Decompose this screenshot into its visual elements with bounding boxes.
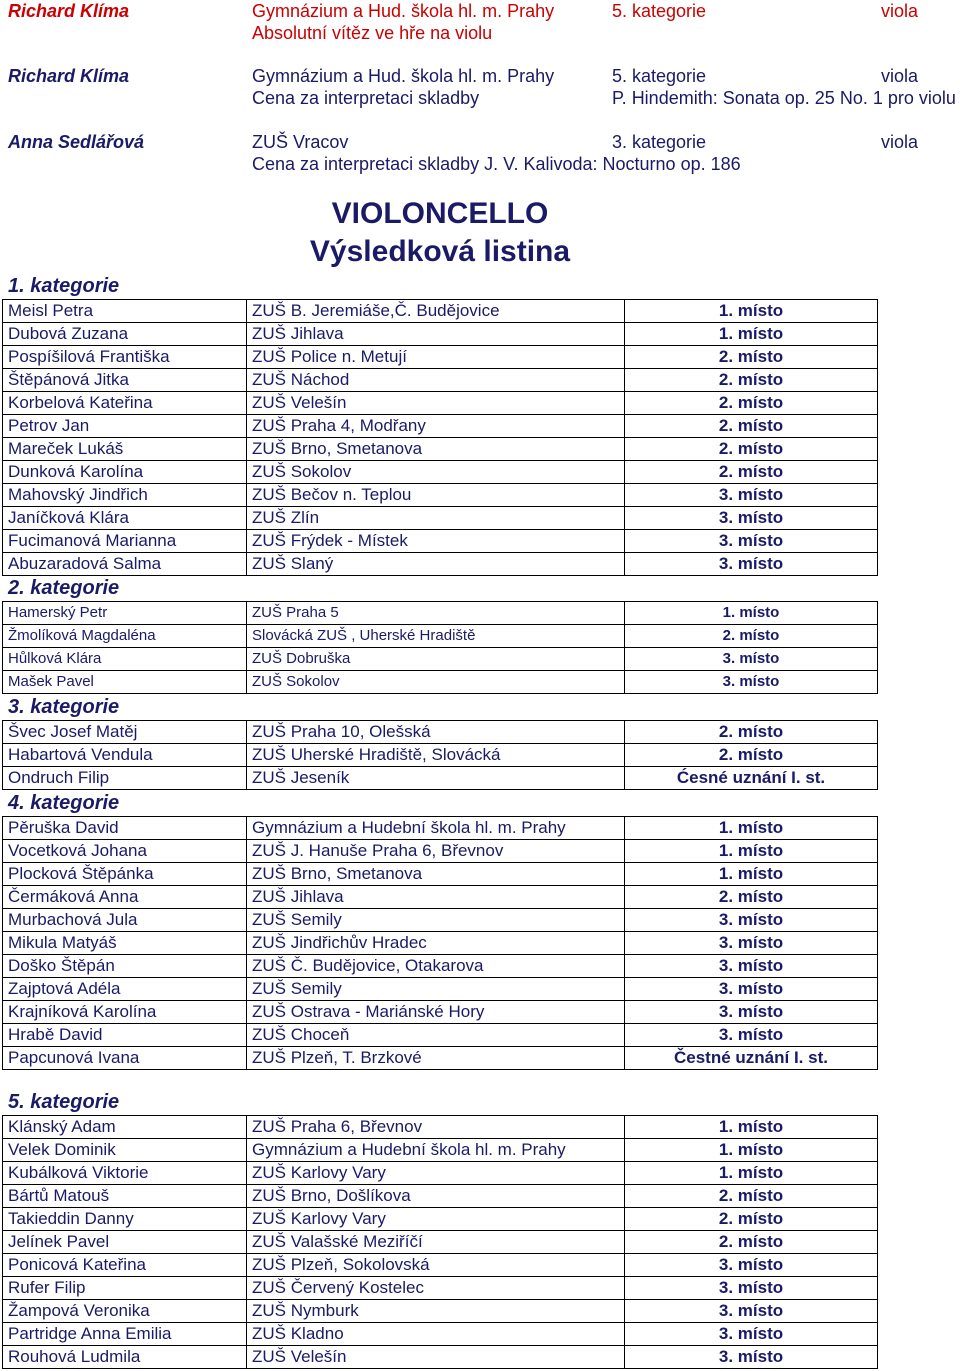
school-name: ZUŠ Brno, Došlíkova xyxy=(247,1185,625,1208)
placement: 3. místo xyxy=(625,1300,878,1323)
school-name: ZUŠ Bečov n. Teplou xyxy=(247,484,625,507)
school-name: ZUŠ Sokolov xyxy=(247,671,625,694)
award-note: Cena za interpretaci skladby xyxy=(252,88,480,108)
school-name: ZUŠ Č. Budějovice, Otakarova xyxy=(247,955,625,978)
student-name: Petrov Jan xyxy=(3,415,247,438)
placement: 3. místo xyxy=(625,484,878,507)
table-row xyxy=(3,648,878,671)
school-name: ZUŠ Velešín xyxy=(247,1346,625,1369)
table-row xyxy=(3,671,878,694)
student-name: Mareček Lukáš xyxy=(3,438,247,461)
student-name: Hamerský Petr xyxy=(3,602,247,625)
school-name: ZUŠ Velešín xyxy=(247,392,625,415)
student-name: Papcunová Ivana xyxy=(3,1047,247,1070)
table-row xyxy=(3,392,878,415)
school-name: Gymnázium a Hudební škola hl. m. Prahy xyxy=(247,817,625,840)
student-name: Štěpánová Jitka xyxy=(3,369,247,392)
placement: 1. místo xyxy=(625,840,878,863)
school-name: ZUŠ Brno, Smetanova xyxy=(247,438,625,461)
category-heading: 3. kategorie xyxy=(8,696,120,718)
school-name: ZUŠ B. Jeremiáše,Č. Budějovice xyxy=(247,300,625,323)
school-name: ZUŠ Valašské Meziříčí xyxy=(247,1231,625,1254)
school-name: ZUŠ Náchod xyxy=(247,369,625,392)
placement: 3. místo xyxy=(625,932,878,955)
school-name: ZUŠ Sokolov xyxy=(247,461,625,484)
school-name: ZUŠ Brno, Smetanova xyxy=(247,863,625,886)
student-name: Pěruška David xyxy=(3,817,247,840)
award-instrument: viola xyxy=(881,1,919,21)
table-row xyxy=(3,1162,878,1185)
student-name: Švec Josef Matěj xyxy=(3,721,247,744)
school-name: ZUŠ Praha 10, Olešská xyxy=(247,721,625,744)
student-name: Habartová Vendula xyxy=(3,744,247,767)
student-name: Mikula Matyáš xyxy=(3,932,247,955)
table-row xyxy=(3,978,878,1001)
school-name: ZUŠ Praha 6, Břevnov xyxy=(247,1116,625,1139)
school-name: Gymnázium a Hudební škola hl. m. Prahy xyxy=(247,1139,625,1162)
table-row xyxy=(3,932,878,955)
school-name: ZUŠ Frýdek - Místek xyxy=(247,530,625,553)
award-note: Cena za interpretaci skladby J. V. Kalivoda: Nocturno op. 186 xyxy=(252,154,741,174)
placement: 2. místo xyxy=(625,625,878,648)
student-name: Korbelová Kateřina xyxy=(3,392,247,415)
placement: 1. místo xyxy=(625,1116,878,1139)
placement: 2. místo xyxy=(625,369,878,392)
student-name: Jelínek Pavel xyxy=(3,1231,247,1254)
student-name: Janíčková Klára xyxy=(3,507,247,530)
student-name: Kubálková Viktorie xyxy=(3,1162,247,1185)
table-row xyxy=(3,863,878,886)
school-name: ZUŠ Jihlava xyxy=(247,886,625,909)
table-row xyxy=(3,840,878,863)
placement: 2. místo xyxy=(625,415,878,438)
school-name: ZUŠ Police n. Metují xyxy=(247,346,625,369)
school-name: ZUŠ Plzeň, T. Brzkové xyxy=(247,1047,625,1070)
placement: 1. místo xyxy=(625,602,878,625)
table-row xyxy=(3,1254,878,1277)
table-row xyxy=(3,530,878,553)
placement: 1. místo xyxy=(625,1162,878,1185)
placement: 3. místo xyxy=(625,1254,878,1277)
student-name: Zajptová Adéla xyxy=(3,978,247,1001)
table-row xyxy=(3,484,878,507)
award-name: Richard Klíma xyxy=(8,66,130,86)
placement: 2. místo xyxy=(625,438,878,461)
placement: 1. místo xyxy=(625,817,878,840)
award-category: 3. kategorie xyxy=(612,132,707,152)
placement: 3. místo xyxy=(625,530,878,553)
award-school: ZUŠ Vracov xyxy=(252,132,349,152)
table-row xyxy=(3,1300,878,1323)
placement: 1. místo xyxy=(625,1139,878,1162)
table-row xyxy=(3,1024,878,1047)
table-row xyxy=(3,1346,878,1369)
placement: Ćesné uznání I. st. xyxy=(625,767,878,790)
table-row xyxy=(3,817,878,840)
student-name: Meisl Petra xyxy=(3,300,247,323)
student-name: Žmolíková Magdaléna xyxy=(3,625,247,648)
school-name: ZUŠ Nymburk xyxy=(247,1300,625,1323)
placement: 2. místo xyxy=(625,346,878,369)
student-name: Abuzaradová Salma xyxy=(3,553,247,576)
award-instrument: viola xyxy=(881,132,919,152)
table-row xyxy=(3,346,878,369)
category-heading: 1. kategorie xyxy=(8,275,120,297)
placement: 2. místo xyxy=(625,461,878,484)
placement: 2. místo xyxy=(625,1185,878,1208)
school-name: ZUŠ Choceň xyxy=(247,1024,625,1047)
school-name: ZUŠ Zlín xyxy=(247,507,625,530)
table-row xyxy=(3,323,878,346)
school-name: ZUŠ Kladno xyxy=(247,1323,625,1346)
school-name: ZUŠ Praha 5 xyxy=(247,602,625,625)
school-name: ZUŠ J. Hanuše Praha 6, Břevnov xyxy=(247,840,625,863)
placement: 3. místo xyxy=(625,1346,878,1369)
placement: 3. místo xyxy=(625,1323,878,1346)
table-row xyxy=(3,1047,878,1070)
placement: 2. místo xyxy=(625,1208,878,1231)
school-name: ZUŠ Dobruška xyxy=(247,648,625,671)
table-row xyxy=(3,1001,878,1024)
placement: 1. místo xyxy=(625,323,878,346)
student-name: Žampová Veronika xyxy=(3,1300,247,1323)
results-table xyxy=(2,601,878,694)
table-row xyxy=(3,461,878,484)
student-name: Dunková Karolína xyxy=(3,461,247,484)
student-name: Klánský Adam xyxy=(3,1116,247,1139)
school-name: ZUŠ Praha 4, Modřany xyxy=(247,415,625,438)
placement: 3. místo xyxy=(625,553,878,576)
category-heading: 5. kategorie xyxy=(8,1091,120,1113)
student-name: Vocetková Johana xyxy=(3,840,247,863)
placement: 2. místo xyxy=(625,721,878,744)
table-row xyxy=(3,438,878,461)
student-name: Ponicová Kateřina xyxy=(3,1254,247,1277)
student-name: Hrabě David xyxy=(3,1024,247,1047)
table-row xyxy=(3,553,878,576)
table-row xyxy=(3,507,878,530)
school-name: ZUŠ Karlovy Vary xyxy=(247,1162,625,1185)
school-name: ZUŠ Karlovy Vary xyxy=(247,1208,625,1231)
school-name: ZUŠ Semily xyxy=(247,978,625,1001)
award-name: Anna Sedlářová xyxy=(8,132,145,152)
table-row xyxy=(3,909,878,932)
category-heading: 2. kategorie xyxy=(8,577,120,599)
student-name: Velek Dominik xyxy=(3,1139,247,1162)
table-row xyxy=(3,1185,878,1208)
student-name: Partridge Anna Emilia xyxy=(3,1323,247,1346)
student-name: Krajníková Karolína xyxy=(3,1001,247,1024)
award-category: 5. kategorie xyxy=(612,1,707,21)
placement: 2. místo xyxy=(625,744,878,767)
student-name: Plocková Štěpánka xyxy=(3,863,247,886)
student-name: Mašek Pavel xyxy=(3,671,247,694)
student-name: Dubová Zuzana xyxy=(3,323,247,346)
page-title: VIOLONCELLO xyxy=(331,197,549,230)
table-row xyxy=(3,1208,878,1231)
table-row xyxy=(3,721,878,744)
award-category: 5. kategorie xyxy=(612,66,707,86)
student-name: Takieddin Danny xyxy=(3,1208,247,1231)
placement: 1. místo xyxy=(625,863,878,886)
table-row xyxy=(3,1116,878,1139)
student-name: Mahovský Jindřich xyxy=(3,484,247,507)
table-row xyxy=(3,602,878,625)
school-name: Slovácká ZUŠ , Uherské Hradiště xyxy=(247,625,625,648)
table-row xyxy=(3,744,878,767)
table-row xyxy=(3,955,878,978)
table-row xyxy=(3,886,878,909)
category-heading: 4. kategorie xyxy=(8,792,120,814)
placement: 3. místo xyxy=(625,1001,878,1024)
placement: 1. místo xyxy=(625,300,878,323)
school-name: ZUŠ Jihlava xyxy=(247,323,625,346)
student-name: Ondruch Filip xyxy=(3,767,247,790)
student-name: Hůlková Klára xyxy=(3,648,247,671)
student-name: Bártů Matouš xyxy=(3,1185,247,1208)
results-table xyxy=(2,816,878,1070)
table-row xyxy=(3,1139,878,1162)
table-row xyxy=(3,1231,878,1254)
award-piece: P. Hindemith: Sonata op. 25 No. 1 pro violu xyxy=(612,88,956,108)
placement: 3. místo xyxy=(625,507,878,530)
student-name: Čermáková Anna xyxy=(3,886,247,909)
school-name: ZUŠ Jindřichův Hradec xyxy=(247,932,625,955)
student-name: Murbachová Jula xyxy=(3,909,247,932)
placement: 3. místo xyxy=(625,955,878,978)
school-name: ZUŠ Uherské Hradiště, Slovácká xyxy=(247,744,625,767)
award-school: Gymnázium a Hud. škola hl. m. Prahy xyxy=(252,1,555,21)
placement: 3. místo xyxy=(625,978,878,1001)
student-name: Fucimanová Marianna xyxy=(3,530,247,553)
placement: 3. místo xyxy=(625,1277,878,1300)
table-row xyxy=(3,300,878,323)
award-note: Absolutní vítěz ve hře na violu xyxy=(252,23,493,43)
table-row xyxy=(3,767,878,790)
award-school: Gymnázium a Hud. škola hl. m. Prahy xyxy=(252,66,555,86)
table-row xyxy=(3,415,878,438)
award-name: Richard Klíma xyxy=(8,1,130,21)
school-name: ZUŠ Jeseník xyxy=(247,767,625,790)
page-subtitle: Výsledková listina xyxy=(309,235,571,268)
table-row xyxy=(3,1323,878,1346)
results-table xyxy=(2,1115,878,1369)
award-instrument: viola xyxy=(881,66,919,86)
table-row xyxy=(3,369,878,392)
student-name: Rouhová Ludmila xyxy=(3,1346,247,1369)
school-name: ZUŠ Slaný xyxy=(247,553,625,576)
placement: 2. místo xyxy=(625,1231,878,1254)
placement: 3. místo xyxy=(625,648,878,671)
student-name: Pospíšilová Františka xyxy=(3,346,247,369)
placement: 2. místo xyxy=(625,886,878,909)
school-name: ZUŠ Ostrava - Mariánské Hory xyxy=(247,1001,625,1024)
placement: 2. místo xyxy=(625,392,878,415)
results-table xyxy=(2,720,878,790)
results-table xyxy=(2,299,878,576)
student-name: Doško Štěpán xyxy=(3,955,247,978)
school-name: ZUŠ Červený Kostelec xyxy=(247,1277,625,1300)
placement: 3. místo xyxy=(625,909,878,932)
table-row xyxy=(3,625,878,648)
school-name: ZUŠ Plzeň, Sokolovská xyxy=(247,1254,625,1277)
placement: 3. místo xyxy=(625,1024,878,1047)
placement: 3. místo xyxy=(625,671,878,694)
placement: Čestné uznání I. st. xyxy=(625,1047,878,1070)
student-name: Rufer Filip xyxy=(3,1277,247,1300)
table-row xyxy=(3,1277,878,1300)
school-name: ZUŠ Semily xyxy=(247,909,625,932)
